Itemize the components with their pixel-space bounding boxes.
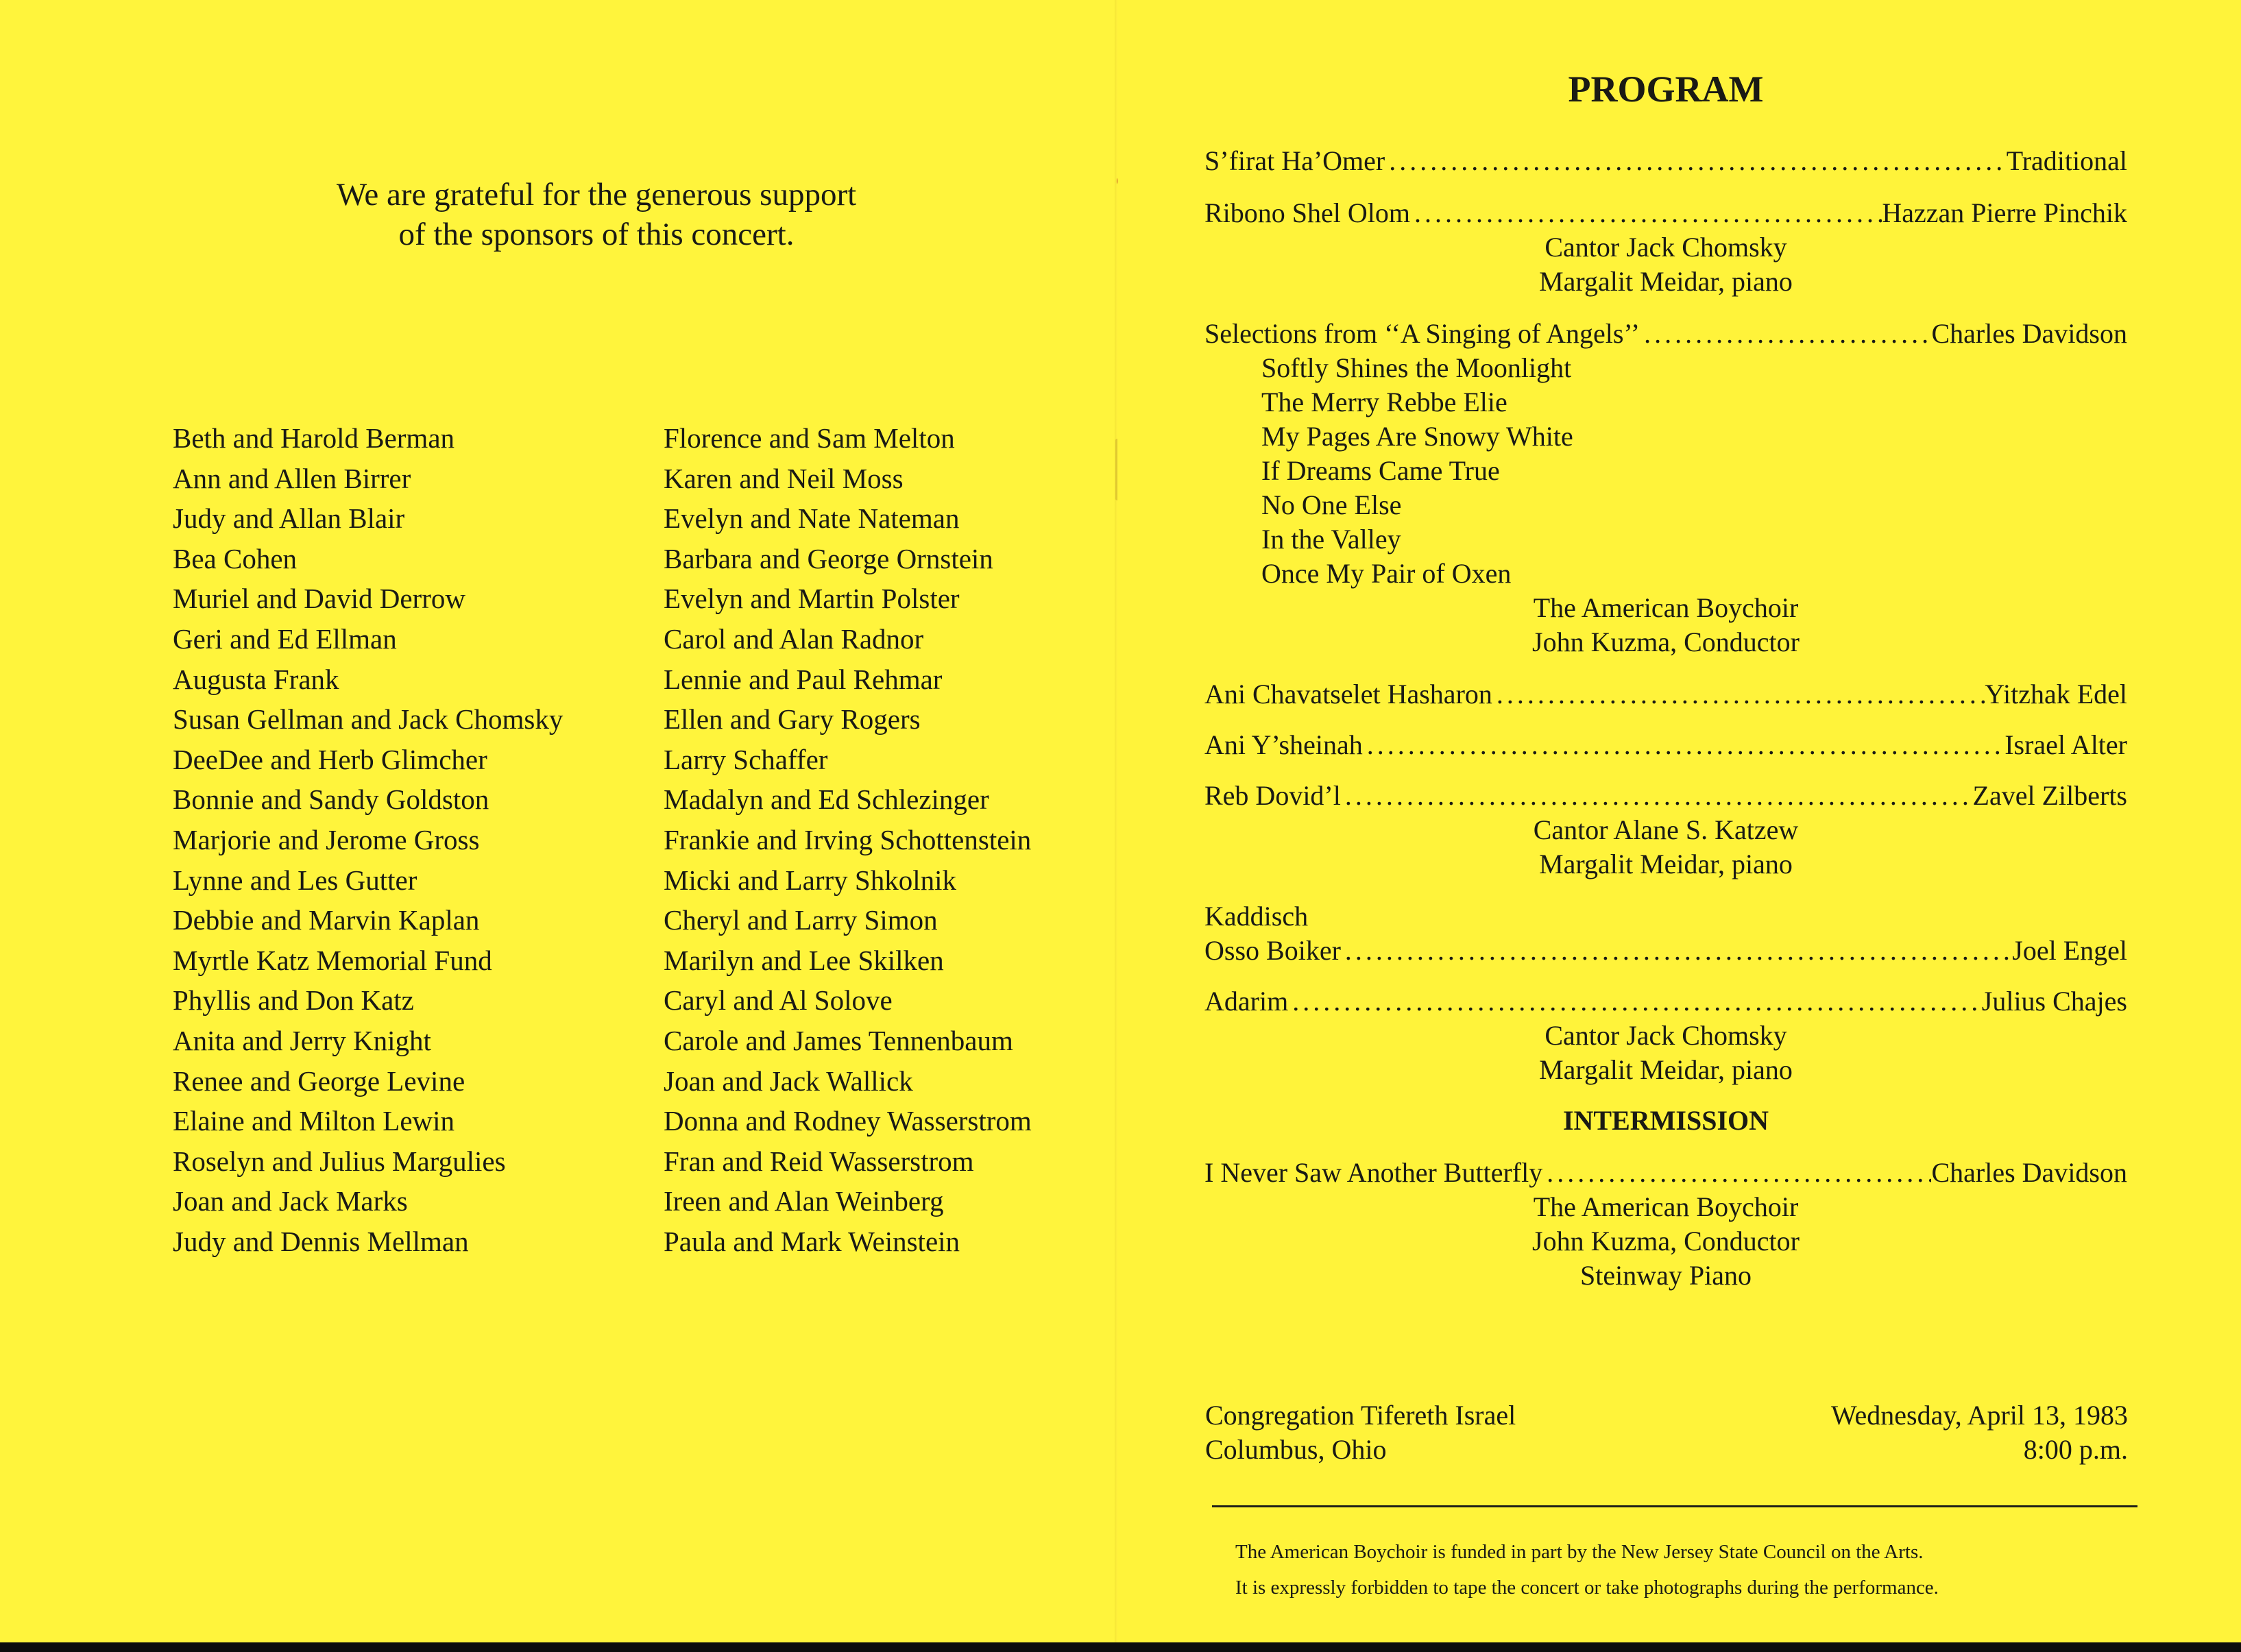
piece-title: I Never Saw Another Butterfly (1204, 1157, 1543, 1188)
sponsor-name: Lennie and Paul Rehmar (664, 663, 943, 695)
venue-city: Columbus, Ohio (1205, 1434, 1387, 1465)
program-heading: Kaddisch (1204, 901, 1309, 932)
sponsor-name: Paula and Mark Weinstein (664, 1225, 960, 1257)
program-item (1204, 728, 2127, 762)
piece-title: Ani Chavatselet Hasharon (1204, 679, 1492, 709)
sponsor-name: Joan and Jack Marks (173, 1185, 408, 1217)
piece-composer: Israel Alter (2004, 729, 2127, 760)
song-title: No One Else (1261, 489, 1402, 520)
program-item (1204, 934, 2127, 968)
leader-dots (1341, 934, 2012, 968)
sponsor-name: Micki and Larry Shkolnik (664, 864, 957, 896)
sponsor-name: Caryl and Al Solove (664, 984, 893, 1017)
sponsor-name: Frankie and Irving Schottenstein (664, 823, 1032, 855)
piece-title: Selections from ‘‘A Singing of Angels’’ (1204, 318, 1640, 349)
program-item (1204, 779, 2127, 813)
piece-composer: Joel Engel (2012, 935, 2127, 966)
concert-date (1831, 1398, 2128, 1467)
sponsors-page (0, 0, 1117, 1642)
program-list (1204, 144, 2127, 1293)
sponsor-name: Augusta Frank (173, 663, 339, 695)
performer-line: John Kuzma, Conductor (1532, 627, 1800, 657)
sponsor-name: Joan and Jack Wallick (664, 1065, 913, 1097)
piece-title: Osso Boiker (1204, 935, 1341, 966)
sponsor-name: Marjorie and Jerome Gross (173, 823, 480, 855)
sponsor-name: Florence and Sam Melton (664, 422, 955, 454)
program-item (1204, 144, 2127, 178)
program-title: PROGRAM (1568, 69, 1764, 110)
piece-title: Ani Y’sheinah (1204, 729, 1363, 760)
leader-dots (1410, 196, 1882, 230)
leader-dots (1341, 779, 1973, 813)
sponsor-name: Susan Gellman and Jack Chomsky (173, 703, 564, 736)
footnotes (1235, 1534, 1939, 1605)
sponsor-name: Carol and Alan Radnor (664, 622, 924, 655)
sponsor-name: Madalyn and Ed Schlezinger (664, 784, 989, 816)
sponsor-name: Ann and Allen Birrer (173, 462, 411, 494)
sponsor-name: Fran and Reid Wasserstrom (664, 1145, 974, 1177)
sponsor-name: Elaine and Milton Lewin (173, 1105, 455, 1137)
performer-line: The American Boychoir (1533, 1191, 1799, 1222)
sponsor-name: Muriel and David Derrow (173, 583, 465, 615)
scan-border (0, 1642, 2241, 1652)
song-title: My Pages Are Snowy White (1261, 421, 1573, 452)
program-item (1204, 677, 2127, 712)
sponsor-name: Geri and Ed Ellman (173, 622, 397, 655)
song-title: The Merry Rebbe Elie (1261, 387, 1507, 417)
footnote-line: It is expressly forbidden to tape the concert or take photographs during the performance. (1235, 1577, 1939, 1599)
leader-dots (1363, 728, 2004, 762)
piece-composer: Yitzhak Edel (1985, 679, 2127, 709)
performer-line: Cantor Alane S. Katzew (1533, 814, 1799, 845)
divider-rule (1212, 1505, 2137, 1507)
footnote-line: The American Boychoir is funded in part by the New Jersey State Council on the Arts. (1235, 1541, 1924, 1563)
sponsors-column-1 (173, 418, 563, 1261)
sponsor-name: Evelyn and Nate Nateman (664, 502, 960, 535)
piece-composer: Charles Davidson (1931, 318, 2127, 349)
sponsors-column-2 (664, 418, 1032, 1261)
concert-day: Wednesday, April 13, 1983 (1830, 1400, 2128, 1431)
sponsor-name: Ireen and Alan Weinberg (664, 1185, 944, 1217)
intro-line: of the sponsors of this concert. (398, 217, 795, 252)
program-item (1204, 317, 2127, 351)
performer-line: Margalit Meidar, piano (1539, 849, 1793, 879)
sponsor-name: Karen and Neil Moss (664, 462, 904, 494)
concert-time: 8:00 p.m. (2023, 1434, 2128, 1465)
intermission-heading: INTERMISSION (1562, 1105, 1769, 1136)
piece-composer: Charles Davidson (1931, 1157, 2127, 1188)
leader-dots (1492, 677, 1985, 712)
piece-composer: Traditional (2006, 145, 2127, 176)
piece-composer: Zavel Zilberts (1972, 780, 2127, 811)
piece-title: Reb Dovid’l (1204, 780, 1341, 811)
program-item (1204, 984, 2127, 1019)
song-title: In the Valley (1261, 524, 1401, 555)
performer-line: The American Boychoir (1533, 592, 1799, 623)
sponsor-name: Carole and James Tennenbaum (664, 1024, 1013, 1056)
performer-line: Cantor Jack Chomsky (1545, 1020, 1787, 1051)
sponsor-name: Renee and George Levine (173, 1065, 465, 1097)
song-title: If Dreams Came True (1261, 455, 1500, 486)
sponsor-name: Beth and Harold Berman (173, 422, 455, 454)
sponsor-intro (0, 175, 1193, 254)
sponsor-name: Bonnie and Sandy Goldston (173, 784, 489, 816)
sponsor-name: Larry Schaffer (664, 743, 828, 775)
piece-title: Ribono Shel Olom (1204, 197, 1411, 228)
performer-line: Margalit Meidar, piano (1539, 1054, 1793, 1085)
program-item (1204, 196, 2127, 230)
leader-dots (1640, 317, 1931, 351)
sponsor-name: Cheryl and Larry Simon (664, 904, 938, 936)
sponsor-name: Evelyn and Martin Polster (664, 583, 960, 615)
performer-line: John Kuzma, Conductor (1532, 1226, 1800, 1256)
sponsor-name: Roselyn and Julius Margulies (173, 1145, 506, 1177)
sponsor-name: Marilyn and Lee Skilken (664, 944, 944, 976)
leader-dots (1288, 984, 1982, 1019)
program-item (1204, 1156, 2127, 1190)
sponsor-name: Debbie and Marvin Kaplan (173, 904, 480, 936)
song-list (1204, 351, 2127, 591)
sponsor-name: Phyllis and Don Katz (173, 984, 414, 1017)
venue (1205, 1398, 1516, 1467)
piece-composer: Hazzan Pierre Pinchik (1882, 197, 2127, 228)
leader-dots (1542, 1156, 1931, 1190)
venue-name: Congregation Tifereth Israel (1205, 1400, 1516, 1431)
leader-dots (1385, 144, 2006, 178)
sponsor-name: Ellen and Gary Rogers (664, 703, 921, 736)
piece-title: Adarim (1204, 986, 1289, 1017)
intro-line: We are grateful for the generous support (336, 177, 857, 212)
sponsor-name: Lynne and Les Gutter (173, 864, 417, 896)
sponsor-name: Barbara and George Ornstein (664, 542, 993, 574)
sponsor-name: Donna and Rodney Wasserstrom (664, 1105, 1032, 1137)
performer-line: Cantor Jack Chomsky (1545, 232, 1787, 263)
piece-composer: Julius Chajes (1981, 986, 2127, 1017)
sponsor-name: DeeDee and Herb Glimcher (173, 743, 487, 775)
song-title: Once My Pair of Oxen (1261, 558, 1512, 589)
sponsor-name: Bea Cohen (173, 542, 298, 574)
piece-title: S’firat Ha’Omer (1204, 145, 1385, 176)
song-title: Softly Shines the Moonlight (1261, 352, 1572, 383)
sponsor-name: Judy and Allan Blair (173, 502, 405, 535)
sponsor-name: Myrtle Katz Memorial Fund (173, 944, 492, 976)
sponsor-name: Judy and Dennis Mellman (173, 1225, 469, 1257)
performer-line: Margalit Meidar, piano (1539, 266, 1793, 297)
sponsor-name: Anita and Jerry Knight (173, 1024, 431, 1056)
performer-line: Steinway Piano (1580, 1260, 1752, 1291)
